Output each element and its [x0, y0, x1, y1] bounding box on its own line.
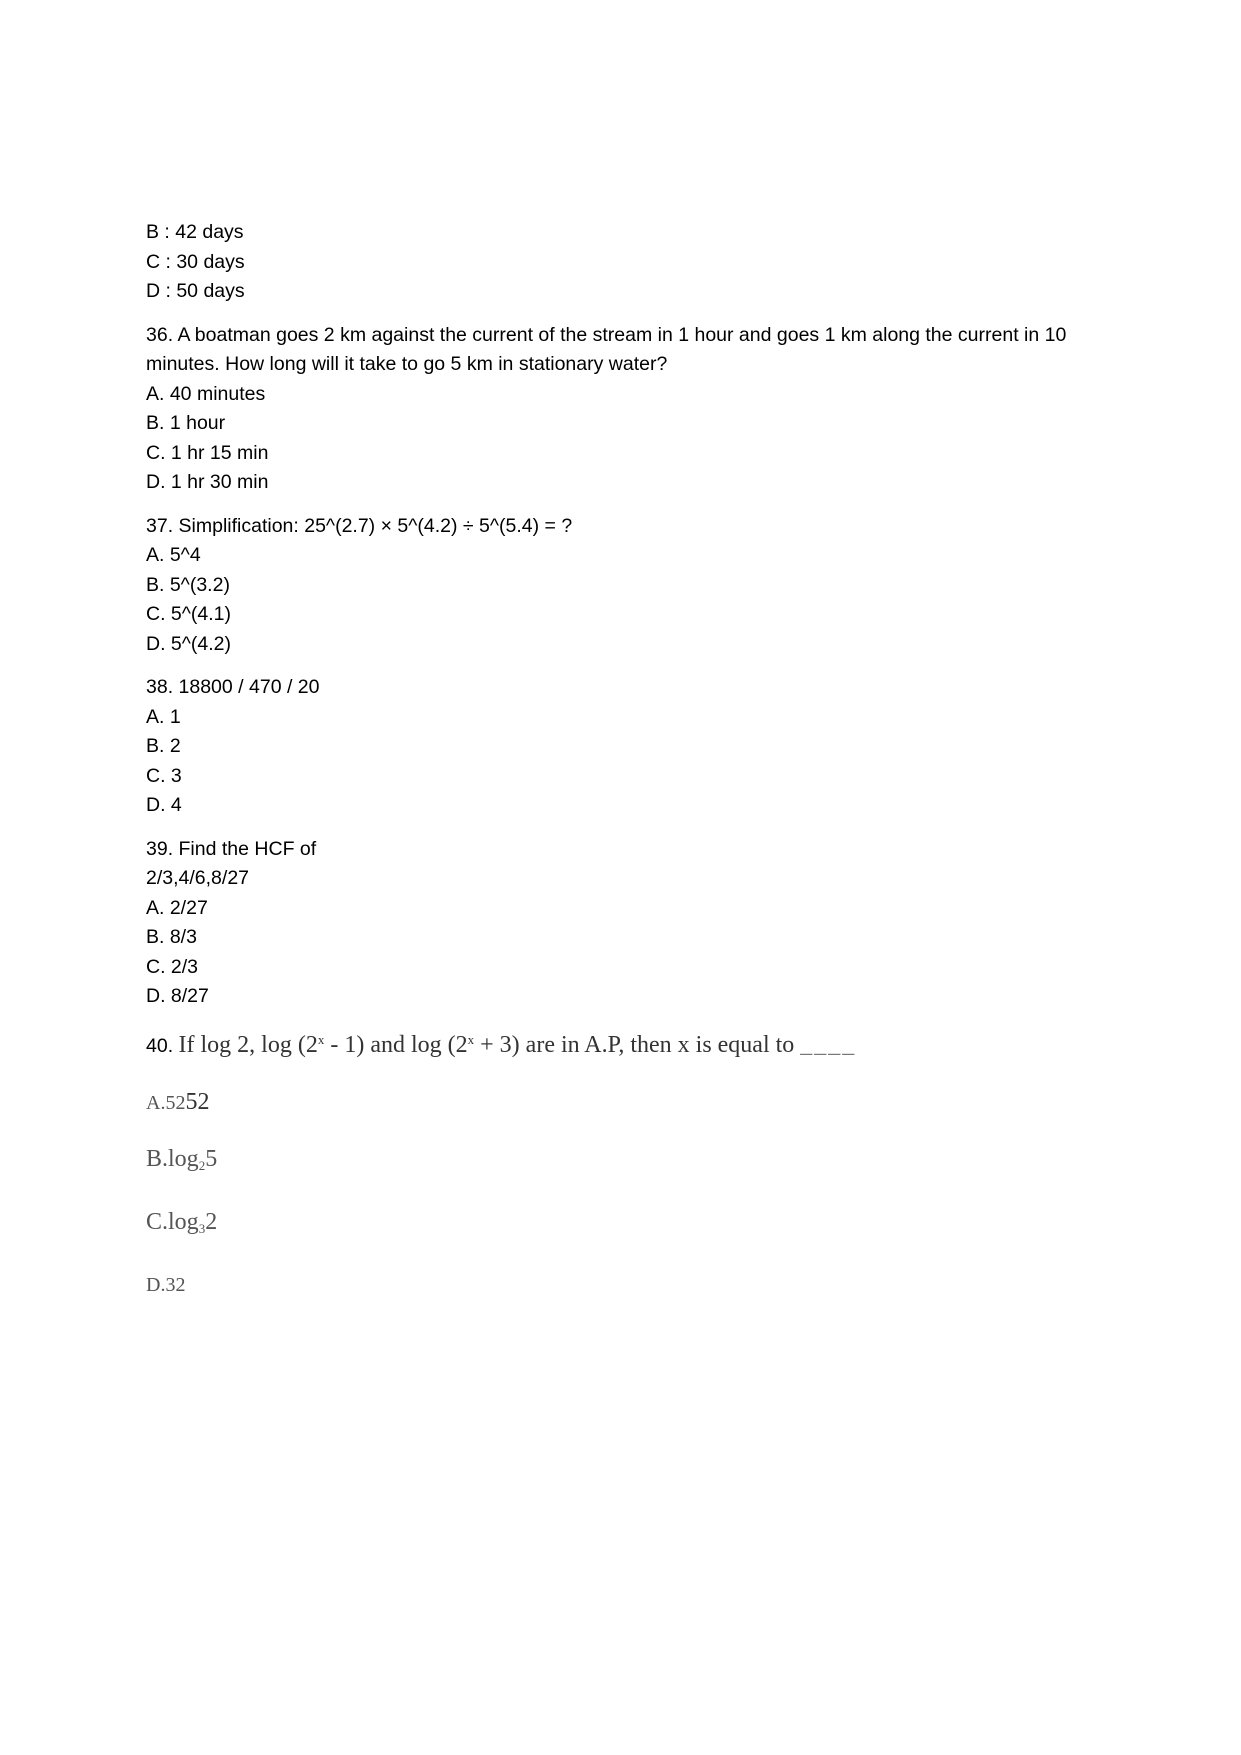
- prev-option-b: B : 42 days: [146, 221, 244, 243]
- q36-option-a: A. 40 minutes: [146, 382, 266, 405]
- q40-text-part1: If log 2, log (2: [178, 1031, 318, 1058]
- q40-option-a: [146, 1082, 1106, 1123]
- prev-option-c: C : 30 days: [146, 250, 245, 273]
- q40-superscript-1: x: [317, 1031, 325, 1047]
- q40-option-b-prefix: B.log: [146, 1145, 199, 1172]
- q40-option-c-subscript: 3: [198, 1220, 206, 1236]
- q38-option-a: A. 1: [146, 705, 181, 728]
- q36-option-b: B. 1 hour: [146, 412, 226, 434]
- q37-option-d: D. 5^(4.2): [146, 632, 232, 655]
- q40-option-a-label: A.52: [146, 1091, 186, 1114]
- q40-option-b-suffix: 5: [205, 1145, 218, 1172]
- q40-text-part3: + 3) are in A.P, then x is equal to: [474, 1031, 795, 1058]
- q40-option-d: D.32: [146, 1273, 186, 1296]
- q40-option-c-suffix: 2: [205, 1208, 218, 1235]
- q38-option-c: C. 3: [146, 764, 182, 787]
- q39-option-a: A. 2/27: [146, 896, 208, 919]
- q39-stem-line2: 2/3,4/6,8/27: [146, 867, 250, 889]
- q37-option-b: B. 5^(3.2): [146, 573, 230, 596]
- q40-option-c-prefix: C.log: [146, 1208, 199, 1235]
- q36-option-c: C. 1 hr 15 min: [146, 441, 269, 464]
- question-page: [146, 218, 1106, 1305]
- q37-option-c: C. 5^(4.1): [146, 603, 232, 625]
- q40-option-a-value: 52: [185, 1088, 210, 1115]
- q39-option-b: B. 8/3: [146, 926, 197, 948]
- q38-option-b: B. 2: [146, 735, 181, 757]
- q37-option-a: A. 5^4: [146, 544, 201, 566]
- q36-stem: 36. A boatman goes 2 km against the current of the stream in 1 hour and goes 1 km along the current in 10 minutes. How long will it take to go 5 km in stationary water?: [146, 323, 1067, 375]
- q39-option-d: D. 8/27: [146, 985, 209, 1007]
- q37-stem: 37. Simplification: 25^(2.7) × 5^(4.2) ÷ 5^(5.4) = ?: [146, 514, 573, 537]
- q40-option-b-subscript: 2: [198, 1157, 206, 1173]
- q40-superscript-2: x: [467, 1031, 475, 1047]
- q38-stem: 38. 18800 / 470 / 20: [146, 676, 320, 698]
- q40-answer-blank: ____: [800, 1031, 857, 1058]
- q39-stem-line1: 39. Find the HCF of: [146, 837, 317, 860]
- q40-stem: [146, 1020, 1106, 1066]
- q40-text-part2: - 1) and log (2: [324, 1031, 468, 1058]
- q40-option-b: [146, 1139, 1106, 1186]
- q38-option-d: D. 4: [146, 794, 182, 816]
- q36-option-d: D. 1 hr 30 min: [146, 471, 269, 493]
- q39-option-c: C. 2/3: [146, 955, 199, 978]
- prev-option-d: D : 50 days: [146, 280, 245, 302]
- q40-number: 40.: [146, 1034, 174, 1057]
- q40-text: [179, 1032, 857, 1058]
- q40-option-c: [146, 1202, 1106, 1249]
